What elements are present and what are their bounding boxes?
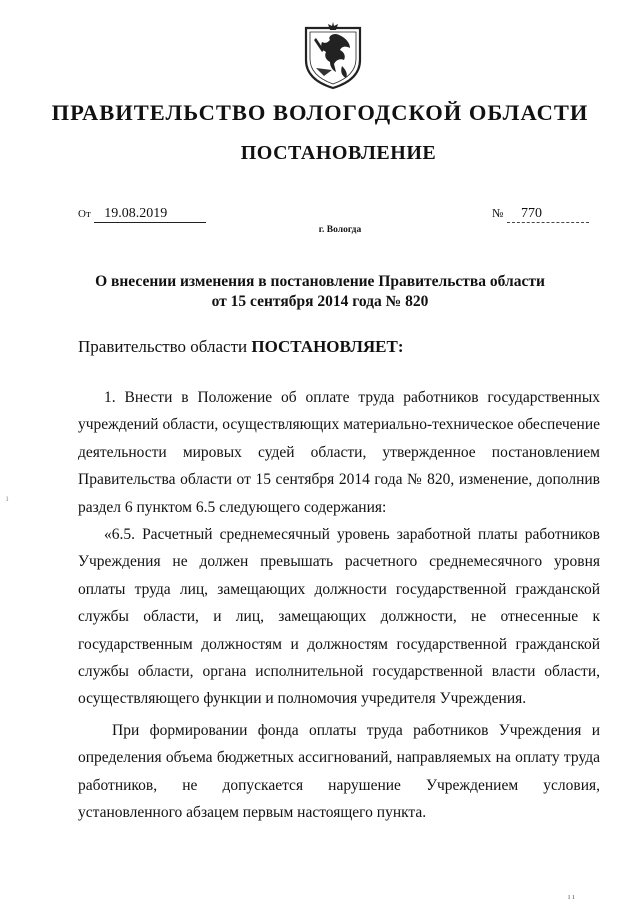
subject-line-2: от 15 сентября 2014 года № 820 bbox=[211, 293, 429, 310]
preamble bbox=[78, 337, 404, 357]
document-body bbox=[78, 384, 600, 827]
document-subject bbox=[0, 272, 640, 312]
subject-line-1: О внесении изменения в постановление Правительства области bbox=[95, 273, 545, 290]
coat-of-arms-icon bbox=[302, 20, 364, 90]
number-value: 770 bbox=[507, 206, 589, 223]
margin-mark: ı bbox=[6, 493, 9, 503]
document-type: ПОСТАНОВЛЕНИЕ bbox=[240, 142, 437, 164]
date-field bbox=[78, 206, 206, 223]
number-field bbox=[492, 206, 589, 223]
paragraph-1: 1. Внести в Положение об оплате труда работников государственных учреждений области, осуществляющих материально-техническое обеспечение деятельности мировых судей области, утвержденное постановлением Правительства области от 15 сентября 2014 года № 820, изменение, дополнив раздел 6 пунктом 6.5 следующего содержания: bbox=[78, 389, 600, 516]
footer-mark: ı ı bbox=[568, 892, 575, 901]
paragraph-3: При формировании фонда оплаты труда работников Учреждения и определения объема бюджетных ассигнований, направляемых на оплату труда работников, не допускается нарушение Учреждением условия, установленного абзацем первым настоящего пункта. bbox=[78, 721, 600, 822]
city-label: г. Вологда bbox=[318, 225, 362, 235]
preamble-verb: ПОСТАНОВЛЯЕТ: bbox=[251, 337, 404, 356]
number-label: № bbox=[492, 206, 504, 220]
organization-title: ПРАВИТЕЛЬСТВО ВОЛОГОДСКОЙ ОБЛАСТИ bbox=[51, 100, 589, 125]
date-value: 19.08.2019 bbox=[94, 206, 206, 223]
paragraph-2: «6.5. Расчетный среднемесячный уровень заработной платы работников Учреждения не должен превышать расчетного среднемесячного уровня оплаты труда лиц, замещающих должности государственной гражданской службы области, и лиц, замещающих должности, не отнесенные к государственным должностям и должностям государственной гражданской службы области, органа исполнительной государственной власти области, осуществляющего функции и полномочия учредителя Учреждения. bbox=[78, 526, 600, 708]
preamble-prefix: Правительство области bbox=[78, 337, 248, 356]
date-label: От bbox=[78, 208, 91, 220]
